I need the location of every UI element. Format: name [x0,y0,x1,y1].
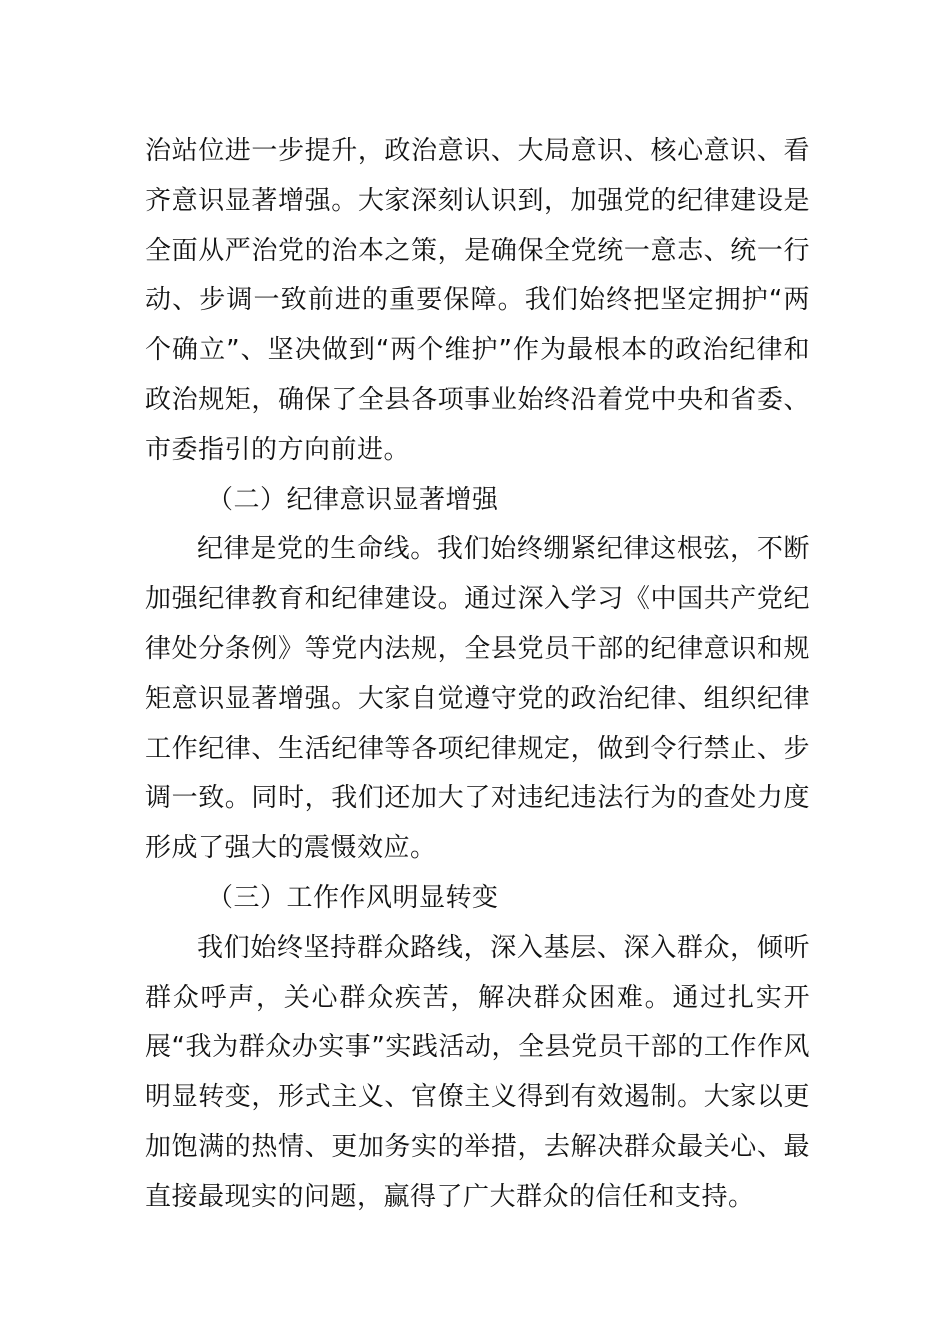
section-heading-3: （三）工作作风明显转变 [207,882,499,913]
section-heading-2: （二）纪律意识显著增强 [207,484,499,515]
continued-paragraph: 治站位进一步提升，政治意识、大局意识、核心意识、看齐意识显著增强。大家深刻认识到，加强党的纪律建设是全面从严治党的治本之策，是确保全党统一意志、统一行动、步调一致前进的重要保障。我们始终把坚定拥护“两个确立”、坚决做到“两个维护”作为最根本的政治纪律和政治规矩，确保了全县各项事业始终沿着党中央和省委、市委指引的方向前进。 [145,136,810,465]
section-paragraph-2: 纪律是党的生命线。我们始终绷紧纪律这根弦，不断加强纪律教育和纪律建设。通过深入学习《中国共产党纪律处分条例》等党内法规，全县党员干部的纪律意识和规矩意识显著增强。大家自觉遵守党的政治纪律、组织纪律工作纪律、生活纪律等各项纪律规定，做到令行禁止、步调一致。同时，我们还加大了对违纪违法行为的查处力度形成了强大的震慑效应。 [145,534,810,864]
document-body [145,127,810,1223]
section-paragraph-3: 我们始终坚持群众路线，深入基层、深入群众，倾听群众呼声，关心群众疾苦，解决群众困难。通过扎实开展“我为群众办实事”实践活动，全县党员干部的工作作风明显转变，形式主义、官僚主义得到有效遏制。大家以更加饱满的热情、更加务实的举措，去解决群众最关心、最直接最现实的问题，赢得了广大群众的信任和支持。 [145,932,810,1212]
